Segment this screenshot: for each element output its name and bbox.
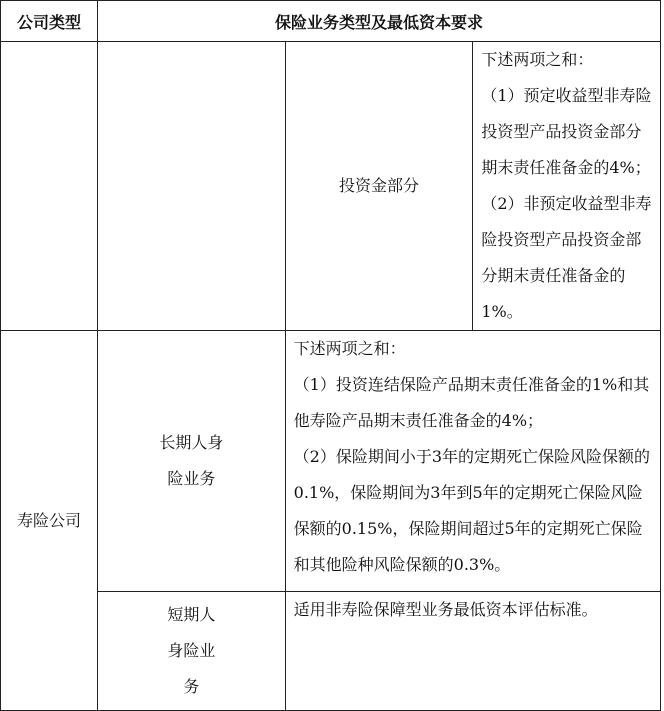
table-row-long-term-life [1,331,661,592]
investment-line-2: （2）非预定收益型非寿险投资型产品投资金部分期末责任准备金的1%。 [481,194,652,321]
investment-part-requirement [473,42,661,331]
long-term-life-label [98,331,286,592]
investment-part-label: 投资金部分 [285,42,473,331]
long-term-life-label-text: 长期人身险业务 [159,433,224,488]
long-term-line-intro: 下述两项之和： [293,339,406,358]
short-term-life-label-text: 短期人身险业务 [167,605,216,696]
investment-line-1: （1）预定收益型非寿险投资型产品投资金部分期末责任准备金的4%； [481,86,652,177]
long-term-life-requirement [285,331,660,592]
investment-line-intro: 下述两项之和： [481,50,594,69]
header-requirement: 保险业务类型及最低资本要求 [98,1,661,42]
header-company-type: 公司类型 [1,1,98,42]
short-term-text: 适用非寿险保障型业务最低资本评估标准。 [293,600,598,619]
cut-off-footnote [0,604,664,612]
life-company-label: 寿险公司 [1,331,98,711]
long-term-line-1: （1）投资连结保险产品期末责任准备金的1%和其他寿险产品期末责任准备金的4%； [293,375,650,430]
empty-company-cell [1,42,98,331]
table-row-investment [1,42,661,331]
long-term-line-2: （2）保险期间小于3年的定期死亡保险风险保额的0.1%，保险期间为3年到5年的定期死亡保险风险保额的0.15%，保险期间超过5年的定期死亡保险和其他险种风险保额的0.3%。 [293,447,651,574]
table-header-row [1,1,661,42]
empty-business-cell [98,42,286,331]
